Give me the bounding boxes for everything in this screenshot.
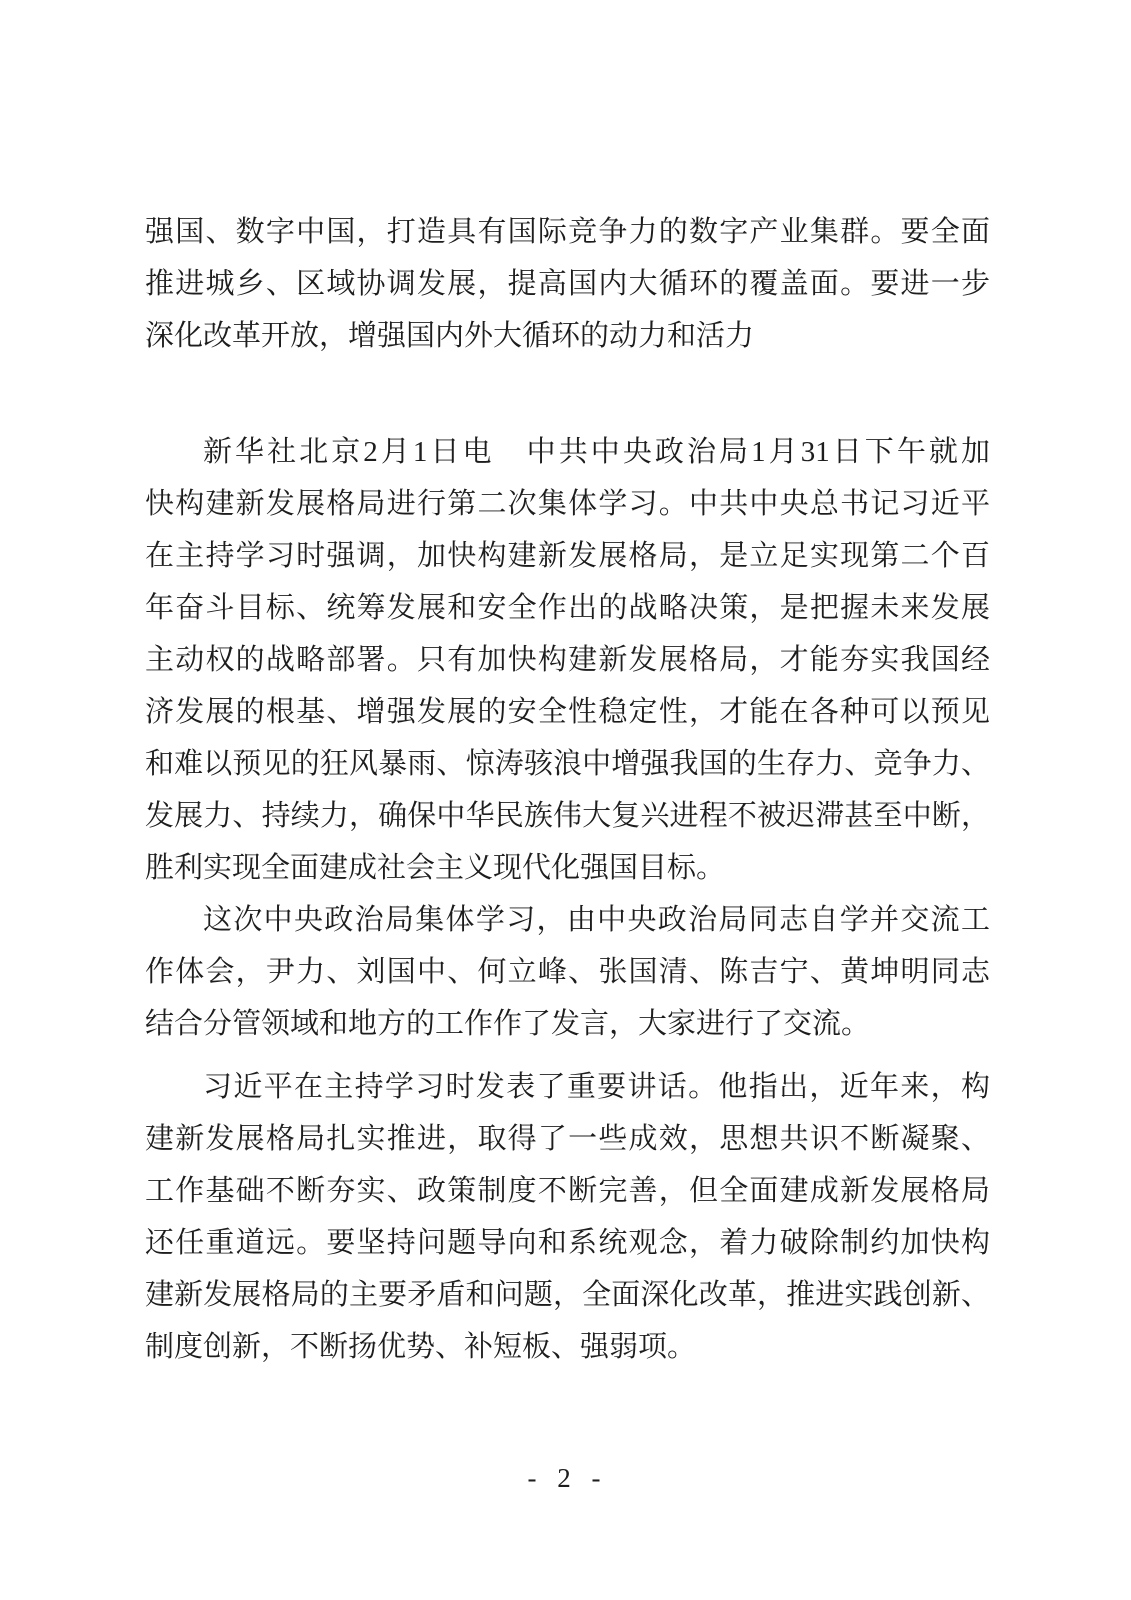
text-line: 作体会，尹力、刘国中、何立峰、张国清、陈吉宁、黄坤明同志 (145, 956, 990, 988)
text-line: 济发展的根基、增强发展的安全性稳定性，才能在各种可以预见 (145, 696, 990, 728)
text-line: 和难以预见的狂风暴雨、惊涛骇浪中增强我国的生存力、竞争力、 (145, 748, 990, 780)
document-body (145, 206, 990, 1373)
text-line: 深化改革开放，增强国内外大循环的动力和活力 (145, 320, 755, 352)
page-number: - 2 - (527, 1463, 608, 1493)
text-line: 在主持学习时强调，加快构建新发展格局，是立足实现第二个百 (145, 540, 990, 572)
text-line: 制度创新，不断扬优势、补短板、强弱项。 (145, 1331, 697, 1363)
text-line: 发展力、持续力，确保中华民族伟大复兴进程不被迟滞甚至中断， (145, 800, 990, 832)
text-line: 主动权的战略部署。只有加快构建新发展格局，才能夯实我国经 (145, 644, 990, 676)
text-line: 建新发展格局扎实推进，取得了一些成效，思想共识不断凝聚、 (145, 1123, 990, 1155)
text-line: 新华社北京2月1日电 中共中央政治局1月31日下午就加 (203, 436, 990, 468)
text-line: 这次中央政治局集体学习，由中央政治局同志自学并交流工 (203, 904, 990, 936)
text-line: 工作基础不断夯实、政策制度不断完善，但全面建成新发展格局 (145, 1175, 990, 1207)
paragraph-study-session (145, 894, 990, 1050)
text-line: 建新发展格局的主要矛盾和问题，全面深化改革，推进实践创新、 (145, 1279, 990, 1311)
text-line: 快构建新发展格局进行第二次集体学习。中共中央总书记习近平 (145, 488, 990, 520)
text-line: 推进城乡、区域协调发展，提高国内大循环的覆盖面。要进一步 (145, 268, 990, 300)
text-line: 结合分管领域和地方的工作作了发言，大家进行了交流。 (145, 1008, 871, 1040)
paragraph-xinhua-lede (145, 426, 990, 894)
text-line: 习近平在主持学习时发表了重要讲话。他指出，近年来，构 (203, 1071, 990, 1103)
paragraph-speech (145, 1061, 990, 1373)
paragraph-continuation (145, 206, 990, 362)
text-line: 强国、数字中国，打造具有国际竞争力的数字产业集群。要全面 (145, 216, 990, 248)
text-line: 年奋斗目标、统筹发展和安全作出的战略决策，是把握未来发展 (145, 592, 990, 624)
text-line: 胜利实现全面建成社会主义现代化强国目标。 (145, 852, 726, 884)
text-line: 还任重道远。要坚持问题导向和系统观念，着力破除制约加快构 (145, 1227, 990, 1259)
